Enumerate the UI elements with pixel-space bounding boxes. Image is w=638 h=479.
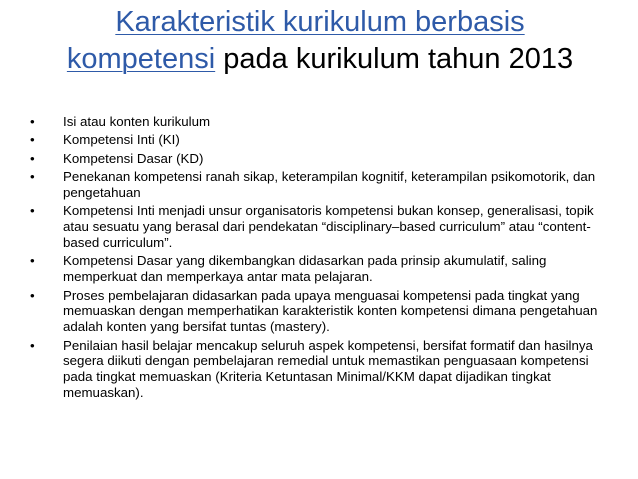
bullet-marker: •: [30, 253, 35, 269]
bullet-marker: •: [30, 114, 35, 129]
bullet-item: [30, 288, 605, 335]
bullet-list: [30, 114, 605, 403]
slide-title: [40, 4, 600, 78]
bullet-item: [30, 151, 605, 167]
bullet-text: Kompetensi Dasar (KD): [63, 150, 204, 166]
bullet-text: Kompetensi Inti (KI): [63, 132, 180, 148]
bullet-item: [30, 169, 605, 201]
bullet-text: Kompetensi Dasar yang dikembangkan didasarkan pada prinsip akumulatif, saling memperkuat dan memperkaya antar mata pelajaran.: [63, 253, 547, 285]
bullet-marker: •: [30, 203, 35, 219]
bullet-marker: •: [30, 337, 35, 353]
title-link[interactable]: Karakteristik kurikulum berbasis kompetensi: [66, 6, 525, 75]
bullet-text: Penilaian hasil belajar mencakup seluruh aspek kompetensi, bersifat formatif dan hasilnya segera diikuti dengan pembelajaran remedial untuk memastikan penguasaan kompetensi pada tingkat memuaskan (Kriteria Ketuntasan Minimal/KKM dapat dijadikan tingkat memuaskan).: [63, 337, 593, 400]
bullet-text: Kompetensi Inti menjadi unsur organisatoris kompetensi bukan konsep, generalisasi, topik atau sesuatu yang berasal dari pendekatan “disciplinary–based curriculum” atau “content-based curriculum”.: [63, 203, 594, 250]
bullet-text: Penekanan kompetensi ranah sikap, keterampilan kognitif, keterampilan psikomotorik, dan pengetahuan: [63, 169, 596, 200]
bullet-marker: •: [30, 150, 35, 166]
bullet-item: [30, 203, 605, 250]
bullet-item: [30, 114, 605, 130]
bullet-item: [30, 338, 605, 401]
bullet-marker: •: [30, 169, 35, 185]
bullet-marker: •: [30, 132, 35, 148]
bullet-text: Proses pembelajaran didasarkan pada upaya menguasai kompetensi pada tingkat yang memuaskan dengan memperhatikan karakteristik konten kompetensi dimana pengetahuan adalah konten yang bersifat tuntas (mastery).: [63, 287, 598, 335]
bullet-item: [30, 132, 605, 148]
title-rest: pada kurikulum tahun 2013: [215, 43, 574, 75]
bullet-item: [30, 253, 605, 285]
bullet-marker: •: [30, 287, 35, 303]
bullet-text: Isi atau konten kurikulum: [63, 114, 211, 129]
